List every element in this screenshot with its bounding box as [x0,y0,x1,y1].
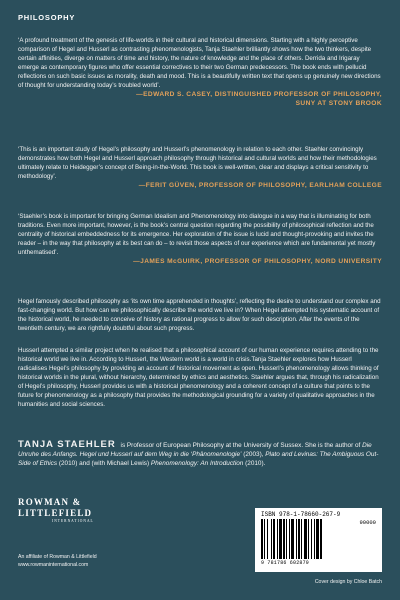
endorsement-1 [18,36,382,108]
isbn-text: ISBN 978-1-78660-267-9 [261,511,341,518]
bio-book-title: Plato and Levinas: The Ambiguous Out-Side of Ethics [18,451,379,467]
author-bio [18,440,382,468]
cover-credit: Cover design by Chloe Batch [314,579,382,585]
author-name: TANJA STAEHLER [18,439,116,450]
publisher-logo-line: LITTLEFIELD [18,508,93,518]
publisher-logo-line: ROWMAN & [18,497,82,507]
endorsement-attribution: —EDWARD S. CASEY, DISTINGUISHED PROFESSOR OF PHILOSOPHY, [136,91,382,98]
affiliate-text: An affiliate of Rowman & Littlefield [18,554,97,560]
bio-text: (2010) and (with Michael Lewis) [58,460,150,467]
endorsement-2 [18,145,382,190]
endorsement-3 [18,212,382,266]
endorsement-quote: ‘Staehler’s book is important for bringing German Idealism and Phenomenology into dialogue in a way that is illuminating for both traditions. Even more important, however, is the book’s central question regarding the possibility of philosophical reflection and the centrality of historical embeddedness for its emergence. Her exploration of the issue is lucid and thought-provoking and invites the reader – in the way that philosophy at its best can do – to revisit those aspects of our experience which are fundamental yet mostly unthematised’. [18,213,376,256]
bio-text: is Professor of European Philosophy at the University of Sussex. She is the author of [120,442,361,449]
endorsement-attribution-affiliation: SUNY AT STONY BROOK [295,100,382,107]
endorsement-quote: ‘This is an important study of Hegel’s philosophy and Husserl’s phenomenology in relation to each other. Staehler convincingly demonstrates how both Hegel and Husserl approach philosophy through historical and cultural worlds and how their methodologies ultimately relate to Heidegger’s concept of Being-in-the-World. This book is well-written, clear and displays a critical sensitivity to methodology’. [18,146,377,180]
bio-text: (2003), [243,451,264,458]
price-code: 90000 [359,519,376,526]
category-label: PHILOSOPHY [18,13,76,22]
barcode-digits: 9 781786 602879 [261,560,310,566]
publisher-website: www.rowmaninternational.com [18,562,89,568]
publisher-logo-subline: INTERNATIONAL [52,519,94,523]
barcode-bars [261,519,341,559]
description-paragraph-2: Husserl attempted a similar project when he realised that a philosophical account of our human experience requires attending to the historical world we live in. According to Husserl, the Western world is a world in crisis.Tanja Staehler explores how Husserl radicalises Hegel’s philosophy by providing an account of historical movement as open. Husserl’s phenomenology allows thinking of historical worlds in the plural, without hierarchy, determined by ethics and aesthetics. Staehler argues that, through his radicalization of Hegel’s philosophy, Husserl provides us with a historical phenomenology and a coherent concept of a culture that points to the future for phenomenology as a philosophy that provides the methodological grounding for a variety of qualitative approaches in the humanities and social sciences. [18,347,379,408]
bio-book-title: Phenomenology: An Introduction [150,460,244,467]
bio-text: (2010). [245,460,266,467]
publisher-logo [18,497,94,523]
endorsement-attribution: —JAMES McGUIRK, PROFESSOR OF PHILOSOPHY, NORD UNIVERSITY [133,258,382,265]
description-paragraph-1: Hegel famously described philosophy as ‘its own time apprehended in thoughts’, reflecting the desire to understand our complex and fast-changing world. But how can we philosophically describe the world we live in? When Hegel attempted his systematic account of the historical world, he needed to conceive of history as rational progress to allow for such description. After the events of the twentieth century, we are rightfully doubtful about such progress. [18,298,381,332]
barcode [255,508,382,572]
endorsement-attribution: —FERIT GÜVEN, PROFESSOR OF PHILOSOPHY, EARLHAM COLLEGE [138,182,382,189]
publisher-affiliation [18,553,97,569]
bio-book-title: Die Unruhe des Anfangs. Hegel und Husserl auf dem Weg in die ‘Phänomenologie’ [18,442,372,458]
endorsement-quote: ‘A profound treatment of the genesis of life-worlds in their cultural and historical dimensions. Starting with a highly perceptive comparison of Hegel and Husserl as contrasting phenomenologists, Tanja Staehler brilliantly shows how the two thinkers, despite certain affinities, diverge on matters of time and history, the nature of knowledge and the place of others. Derrida and Irigaray emerge as contemporary figures who offer essential correctives to their two German predecessors. The book ends with pellucid reflections on such basic issues as morality, death and mood. This is a beautifully written text that opens up genuinely new directions of thought for understanding today’s troubled world’. [18,37,381,89]
